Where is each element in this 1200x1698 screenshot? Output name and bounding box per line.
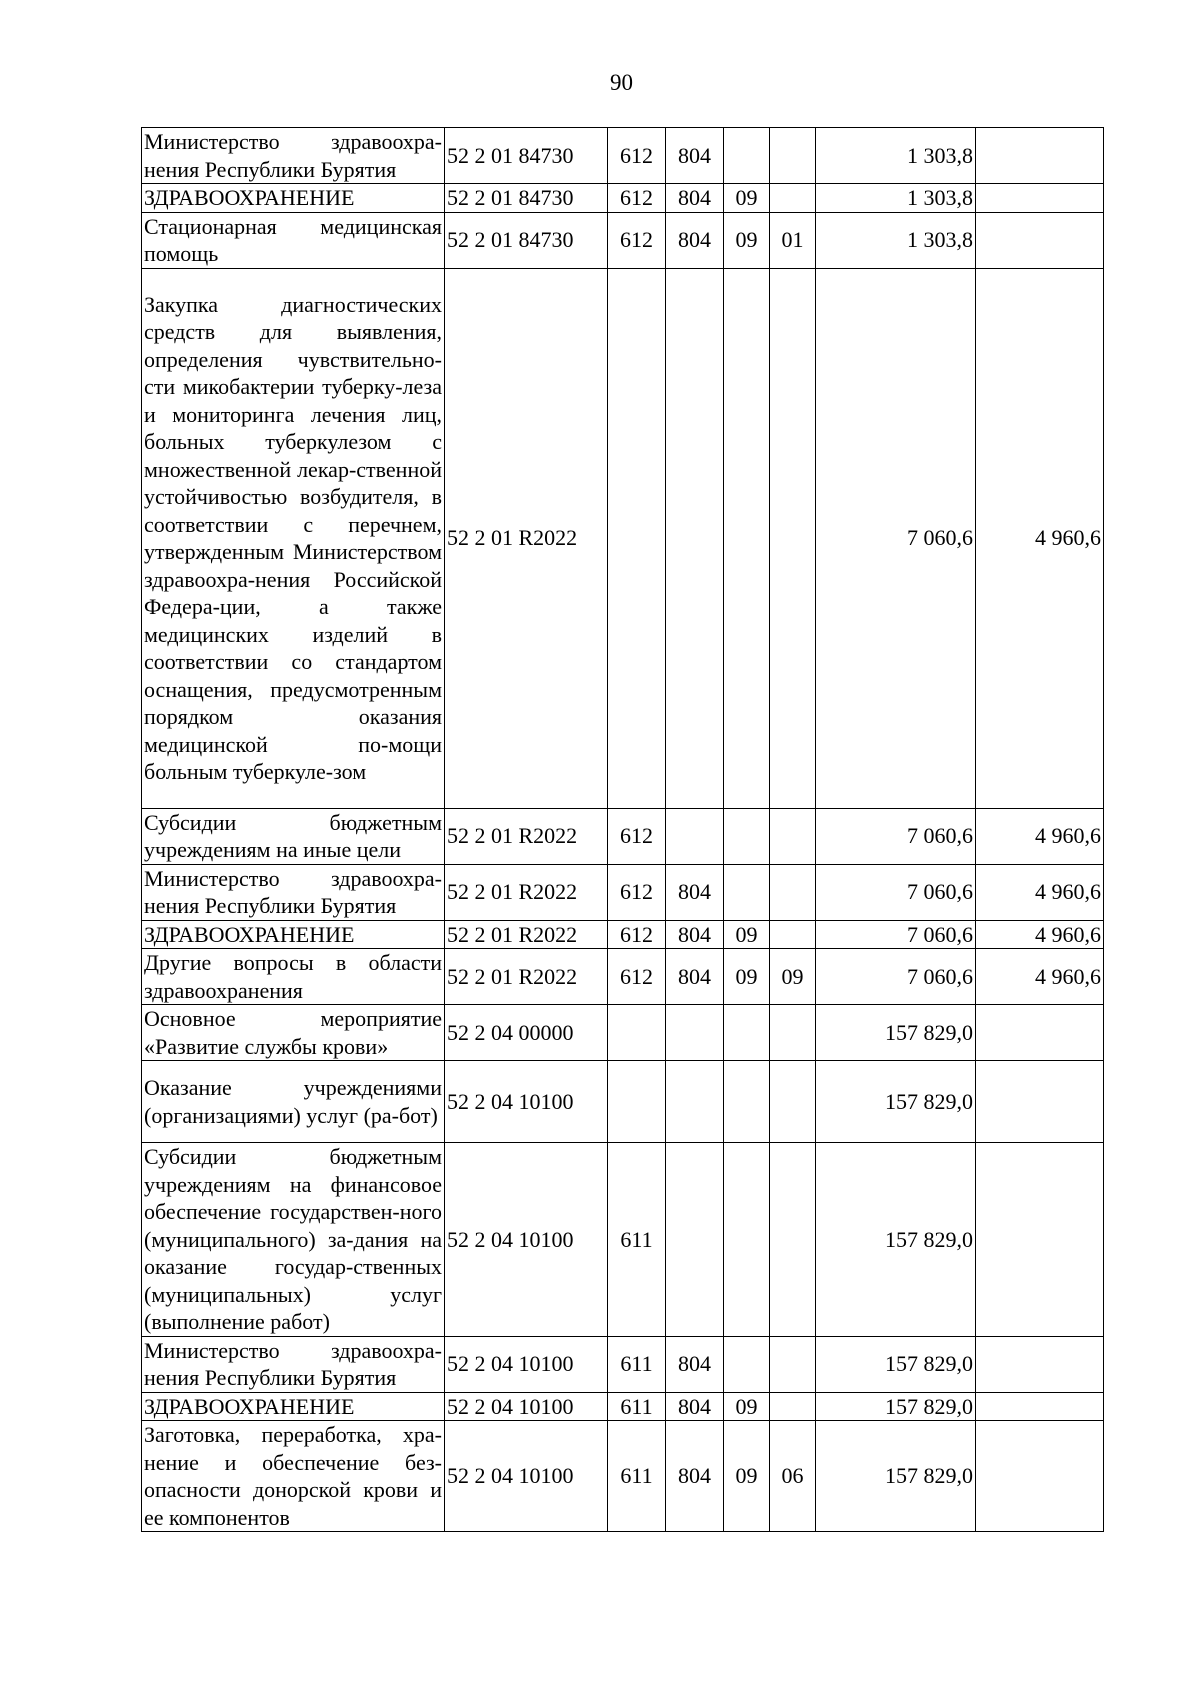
program-code-cell: 52 2 01 R2022 <box>445 808 608 864</box>
table-row <box>142 1005 1104 1061</box>
row-name-cell: ЗДРАВООХРАНЕНИЕ <box>142 184 445 213</box>
table-row <box>142 808 1104 864</box>
expense-type-cell: 612 <box>608 949 666 1005</box>
section-cell: 09 <box>724 1392 770 1421</box>
section-cell <box>724 1005 770 1061</box>
amount-total-cell: 157 829,0 <box>816 1143 976 1337</box>
ministry-code-cell <box>666 1061 724 1143</box>
program-code-cell: 52 2 04 10100 <box>445 1061 608 1143</box>
amount-total-cell: 7 060,6 <box>816 920 976 949</box>
expense-type-cell <box>608 1061 666 1143</box>
section-cell <box>724 1143 770 1337</box>
subsection-cell <box>770 920 816 949</box>
ministry-code-cell <box>666 808 724 864</box>
expense-type-cell: 612 <box>608 808 666 864</box>
row-name-cell: ЗДРАВООХРАНЕНИЕ <box>142 1392 445 1421</box>
program-code-cell: 52 2 04 10100 <box>445 1421 608 1532</box>
section-cell <box>724 1061 770 1143</box>
table-row <box>142 1421 1104 1532</box>
amount-federal-cell <box>976 1061 1104 1143</box>
subsection-cell: 01 <box>770 212 816 268</box>
subsection-cell <box>770 864 816 920</box>
amount-total-cell: 157 829,0 <box>816 1392 976 1421</box>
ministry-code-cell: 804 <box>666 1392 724 1421</box>
program-code-cell: 52 2 01 R2022 <box>445 864 608 920</box>
ministry-code-cell: 804 <box>666 864 724 920</box>
program-code-cell: 52 2 01 R2022 <box>445 920 608 949</box>
section-cell: 09 <box>724 1421 770 1532</box>
table-row <box>142 268 1104 808</box>
budget-table <box>141 127 1104 1532</box>
ministry-code-cell <box>666 1005 724 1061</box>
section-cell: 09 <box>724 184 770 213</box>
row-name-cell: Другие вопросы в области здравоохранения <box>142 949 445 1005</box>
program-code-cell: 52 2 01 84730 <box>445 128 608 184</box>
subsection-cell <box>770 808 816 864</box>
amount-federal-cell <box>976 128 1104 184</box>
ministry-code-cell: 804 <box>666 212 724 268</box>
amount-federal-cell: 4 960,6 <box>976 808 1104 864</box>
amount-federal-cell <box>976 1336 1104 1392</box>
row-name-cell: Министерство здравоохра-нения Республики Бурятия <box>142 1336 445 1392</box>
ministry-code-cell: 804 <box>666 1421 724 1532</box>
row-name-cell: Субсидии бюджетным учреждениям на финансовое обеспечение государствен-ного (муниципального) за-дания на оказание государ-ственных (муниципальных) услуг (выполнение работ) <box>142 1143 445 1337</box>
section-cell <box>724 1336 770 1392</box>
expense-type-cell: 612 <box>608 864 666 920</box>
program-code-cell: 52 2 04 10100 <box>445 1336 608 1392</box>
subsection-cell <box>770 1061 816 1143</box>
amount-federal-cell: 4 960,6 <box>976 920 1104 949</box>
table-row <box>142 1143 1104 1337</box>
ministry-code-cell <box>666 1143 724 1337</box>
table-row <box>142 184 1104 213</box>
program-code-cell: 52 2 01 R2022 <box>445 949 608 1005</box>
program-code-cell: 52 2 01 84730 <box>445 184 608 213</box>
program-code-cell: 52 2 04 10100 <box>445 1143 608 1337</box>
subsection-cell <box>770 1336 816 1392</box>
expense-type-cell <box>608 268 666 808</box>
expense-type-cell: 611 <box>608 1421 666 1532</box>
table-body <box>142 128 1104 1532</box>
table-row <box>142 949 1104 1005</box>
program-code-cell: 52 2 01 R2022 <box>445 268 608 808</box>
expense-type-cell: 611 <box>608 1336 666 1392</box>
row-name-cell: Заготовка, переработка, хра-нение и обеспечение без-опасности донорской крови и ее компонентов <box>142 1421 445 1532</box>
ministry-code-cell: 804 <box>666 184 724 213</box>
table-row <box>142 1336 1104 1392</box>
ministry-code-cell: 804 <box>666 1336 724 1392</box>
section-cell: 09 <box>724 920 770 949</box>
amount-total-cell: 157 829,0 <box>816 1005 976 1061</box>
amount-federal-cell <box>976 184 1104 213</box>
subsection-cell: 06 <box>770 1421 816 1532</box>
row-name-cell: ЗДРАВООХРАНЕНИЕ <box>142 920 445 949</box>
ministry-code-cell: 804 <box>666 949 724 1005</box>
program-code-cell: 52 2 04 00000 <box>445 1005 608 1061</box>
table-row <box>142 1392 1104 1421</box>
table-row <box>142 212 1104 268</box>
section-cell <box>724 864 770 920</box>
amount-federal-cell: 4 960,6 <box>976 949 1104 1005</box>
subsection-cell <box>770 184 816 213</box>
expense-type-cell: 612 <box>608 920 666 949</box>
expense-type-cell: 611 <box>608 1143 666 1337</box>
ministry-code-cell: 804 <box>666 920 724 949</box>
ministry-code-cell <box>666 268 724 808</box>
row-name-cell: Основное мероприятие «Развитие службы крови» <box>142 1005 445 1061</box>
expense-type-cell: 612 <box>608 212 666 268</box>
section-cell <box>724 128 770 184</box>
subsection-cell <box>770 1392 816 1421</box>
page-number: 90 <box>610 70 633 95</box>
program-code-cell: 52 2 01 84730 <box>445 212 608 268</box>
subsection-cell <box>770 1005 816 1061</box>
table-row <box>142 920 1104 949</box>
table-row <box>142 864 1104 920</box>
amount-total-cell: 1 303,8 <box>816 128 976 184</box>
amount-federal-cell: 4 960,6 <box>976 268 1104 808</box>
row-name-cell: Стационарная медицинская помощь <box>142 212 445 268</box>
table-row <box>142 1061 1104 1143</box>
amount-total-cell: 7 060,6 <box>816 864 976 920</box>
subsection-cell <box>770 268 816 808</box>
table-row <box>142 128 1104 184</box>
amount-total-cell: 157 829,0 <box>816 1421 976 1532</box>
amount-total-cell: 157 829,0 <box>816 1336 976 1392</box>
amount-federal-cell <box>976 1392 1104 1421</box>
row-name-cell: Министерство здравоохра-нения Республики Бурятия <box>142 128 445 184</box>
amount-total-cell: 157 829,0 <box>816 1061 976 1143</box>
section-cell: 09 <box>724 949 770 1005</box>
amount-federal-cell: 4 960,6 <box>976 864 1104 920</box>
subsection-cell: 09 <box>770 949 816 1005</box>
expense-type-cell: 612 <box>608 184 666 213</box>
amount-total-cell: 1 303,8 <box>816 184 976 213</box>
amount-federal-cell <box>976 212 1104 268</box>
expense-type-cell: 611 <box>608 1392 666 1421</box>
expense-type-cell <box>608 1005 666 1061</box>
amount-total-cell: 1 303,8 <box>816 212 976 268</box>
amount-federal-cell <box>976 1143 1104 1337</box>
expense-type-cell: 612 <box>608 128 666 184</box>
subsection-cell <box>770 128 816 184</box>
amount-federal-cell <box>976 1421 1104 1532</box>
section-cell <box>724 808 770 864</box>
row-name-cell: Закупка диагностических средств для выявления, определения чувствительно-сти микобактерии туберку-леза и мониторинга лечения лиц, больных туберкулезом с множественной лекар-ственной устойчивостью возбудителя, в соответствии с перечнем, утвержденным Министерством здравоохра-нения Российской Федера-ции, а также медицинских изделий в соответствии со стандартом оснащения, предусмотренным порядком оказания медицинской по-мощи больным туберкуле-зом <box>142 268 445 808</box>
subsection-cell <box>770 1143 816 1337</box>
amount-total-cell: 7 060,6 <box>816 949 976 1005</box>
amount-federal-cell <box>976 1005 1104 1061</box>
row-name-cell: Субсидии бюджетным учреждениям на иные цели <box>142 808 445 864</box>
row-name-cell: Министерство здравоохра-нения Республики Бурятия <box>142 864 445 920</box>
amount-total-cell: 7 060,6 <box>816 808 976 864</box>
row-name-cell: Оказание учреждениями (организациями) услуг (ра-бот) <box>142 1061 445 1143</box>
amount-total-cell: 7 060,6 <box>816 268 976 808</box>
ministry-code-cell: 804 <box>666 128 724 184</box>
program-code-cell: 52 2 04 10100 <box>445 1392 608 1421</box>
section-cell: 09 <box>724 212 770 268</box>
section-cell <box>724 268 770 808</box>
